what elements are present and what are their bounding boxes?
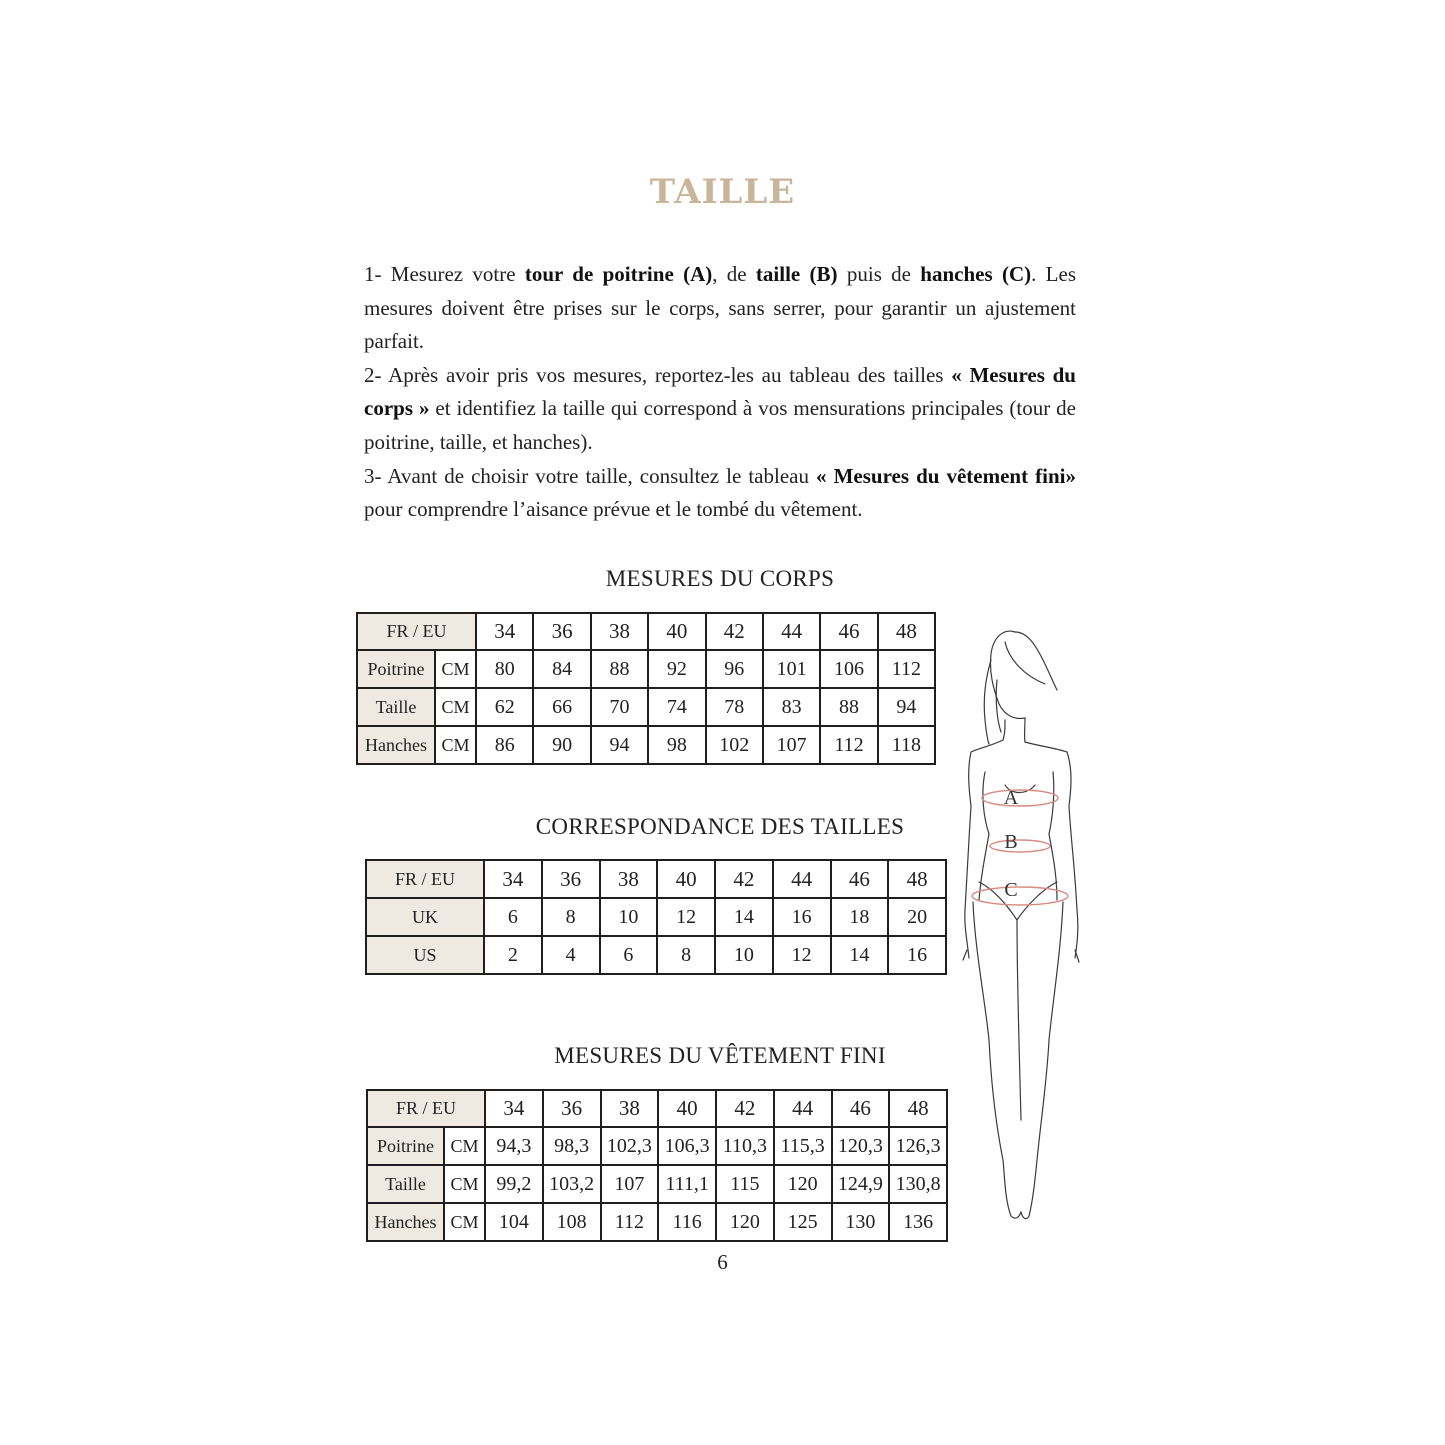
text: pour comprendre l’aisance prévue et le tombé du vêtement. [364,497,863,522]
text: 2- Après avoir pris vos mesures, reportez-les au tableau des tailles [364,362,952,387]
bold-term: tour de poitrine (A) [524,262,713,286]
row-label: Poitrine [367,1127,444,1165]
waist-line [990,840,1050,852]
value-cell: 130 [832,1203,890,1241]
table-row [367,1203,947,1241]
value-cell: 99,2 [485,1165,543,1203]
value-cell: 12 [773,936,831,974]
row-label: Taille [357,688,435,726]
value-cell: 84 [533,650,590,688]
size-cell: 42 [715,860,773,898]
value-cell: 120 [716,1203,774,1241]
unit-cell: CM [444,1165,485,1203]
size-cell: 40 [657,860,715,898]
size-system-header: FR / EU [357,613,476,650]
size-cell: 40 [658,1090,716,1127]
label-b: B [1004,831,1018,853]
row-label: Taille [367,1165,444,1203]
bold-term: taille (B) [755,262,838,286]
size-cell: 34 [476,613,533,650]
size-cell: 44 [773,860,831,898]
value-cell: 86 [476,726,533,764]
value-cell: 10 [600,898,658,936]
value-cell: 98 [648,726,705,764]
size-cell: 42 [716,1090,774,1127]
value-cell: 94 [878,688,935,726]
value-cell: 118 [878,726,935,764]
text: 3- Avant de choisir votre taille, consultez le tableau [364,463,817,488]
value-cell: 120 [774,1165,832,1203]
size-cell: 42 [706,613,763,650]
value-cell: 74 [648,688,705,726]
value-cell: 101 [763,650,820,688]
value-cell: 88 [591,650,648,688]
value-cell: 70 [591,688,648,726]
value-cell: 102 [706,726,763,764]
value-cell: 125 [774,1203,832,1241]
size-cell: 46 [831,860,889,898]
finished-garment-title: MESURES DU VÊTEMENT FINI [554,1043,886,1068]
page-title: TAILLE [649,172,796,212]
value-cell: 124,9 [832,1165,890,1203]
value-cell: 104 [485,1203,543,1241]
value-cell: 90 [533,726,590,764]
value-cell: 108 [543,1203,601,1241]
value-cell: 112 [820,726,877,764]
row-label: Poitrine [357,650,435,688]
size-cell: 48 [888,860,946,898]
size-cell: 44 [763,613,820,650]
figure-outline [963,631,1079,1219]
value-cell: 10 [715,936,773,974]
value-cell: 83 [763,688,820,726]
instruction-1 [364,258,1076,359]
size-cell: 36 [533,613,590,650]
value-cell: 98,3 [543,1127,601,1165]
size-cell: 48 [889,1090,947,1127]
table-row [366,936,946,974]
size-cell: 46 [820,613,877,650]
unit-cell: CM [435,688,476,726]
header-row [357,613,935,650]
size-cell: 40 [648,613,705,650]
text: . Les mesures doivent être prises sur le corps, sans serrer, pour garantir un ajustement parfait. [364,262,1076,354]
label-a: A [1003,787,1019,809]
instructions [364,258,1076,527]
finished-garment-table [366,1089,948,1242]
size-cell: 34 [484,860,542,898]
value-cell: 112 [601,1203,659,1241]
body-measurements-title: MESURES DU CORPS [605,566,835,591]
header-row [366,860,946,898]
instruction-2 [364,359,1076,460]
size-cell: 38 [601,1090,659,1127]
unit-cell: CM [435,650,476,688]
text: puis de [837,262,921,286]
value-cell: 106 [820,650,877,688]
body-measurements-table [356,612,936,765]
value-cell: 107 [763,726,820,764]
bold-term: « Mesures du vêtement fini» [816,463,1076,488]
page-number: 6 [717,1250,728,1274]
size-cell: 44 [774,1090,832,1127]
row-label: Hanches [357,726,435,764]
value-cell: 110,3 [716,1127,774,1165]
table-row [357,726,935,764]
value-cell: 6 [600,936,658,974]
size-cell: 36 [543,1090,601,1127]
row-label: UK [366,898,484,936]
size-correspondence-title: CORRESPONDANCE DES TAILLES [535,814,905,839]
value-cell: 103,2 [543,1165,601,1203]
size-cell: 36 [542,860,600,898]
value-cell: 18 [831,898,889,936]
label-c: C [1004,879,1018,901]
value-cell: 130,8 [889,1165,947,1203]
value-cell: 16 [773,898,831,936]
bold-term: « Mesures du corps » [364,362,1076,421]
value-cell: 2 [484,936,542,974]
hip-line [972,887,1068,905]
text: , de [712,262,756,286]
value-cell: 94,3 [485,1127,543,1165]
size-correspondence-table [365,859,947,975]
size-system-header: FR / EU [366,860,484,898]
value-cell: 112 [878,650,935,688]
value-cell: 115 [716,1165,774,1203]
table-row [357,688,935,726]
unit-cell: CM [444,1127,485,1165]
value-cell: 14 [831,936,889,974]
size-cell: 34 [485,1090,543,1127]
value-cell: 136 [889,1203,947,1241]
text: et identifiez la taille qui correspond à vos mensurations principales (tour de poitrine, taille, et hanches). [364,396,1077,454]
size-cell: 46 [832,1090,890,1127]
body-figure-illustration [945,620,1095,1230]
value-cell: 16 [888,936,946,974]
table-row [367,1165,947,1203]
bold-term: hanches (C) [920,262,1032,286]
unit-cell: CM [444,1203,485,1241]
header-row [367,1090,947,1127]
table-row [367,1127,947,1165]
value-cell: 92 [648,650,705,688]
value-cell: 62 [476,688,533,726]
value-cell: 6 [484,898,542,936]
value-cell: 88 [820,688,877,726]
value-cell: 111,1 [658,1165,716,1203]
value-cell: 120,3 [832,1127,890,1165]
value-cell: 12 [657,898,715,936]
instruction-3 [364,460,1076,527]
value-cell: 8 [657,936,715,974]
value-cell: 102,3 [601,1127,659,1165]
value-cell: 20 [888,898,946,936]
value-cell: 107 [601,1165,659,1203]
table-row [357,650,935,688]
value-cell: 116 [658,1203,716,1241]
value-cell: 96 [706,650,763,688]
value-cell: 66 [533,688,590,726]
size-system-header: FR / EU [367,1090,485,1127]
value-cell: 94 [591,726,648,764]
value-cell: 8 [542,898,600,936]
value-cell: 4 [542,936,600,974]
size-cell: 38 [591,613,648,650]
row-label: US [366,936,484,974]
value-cell: 80 [476,650,533,688]
value-cell: 126,3 [889,1127,947,1165]
value-cell: 78 [706,688,763,726]
unit-cell: CM [435,726,476,764]
value-cell: 14 [715,898,773,936]
text: 1- Mesurez votre [364,262,525,286]
table-row [366,898,946,936]
size-cell: 38 [600,860,658,898]
size-cell: 48 [878,613,935,650]
value-cell: 115,3 [774,1127,832,1165]
row-label: Hanches [367,1203,444,1241]
value-cell: 106,3 [658,1127,716,1165]
